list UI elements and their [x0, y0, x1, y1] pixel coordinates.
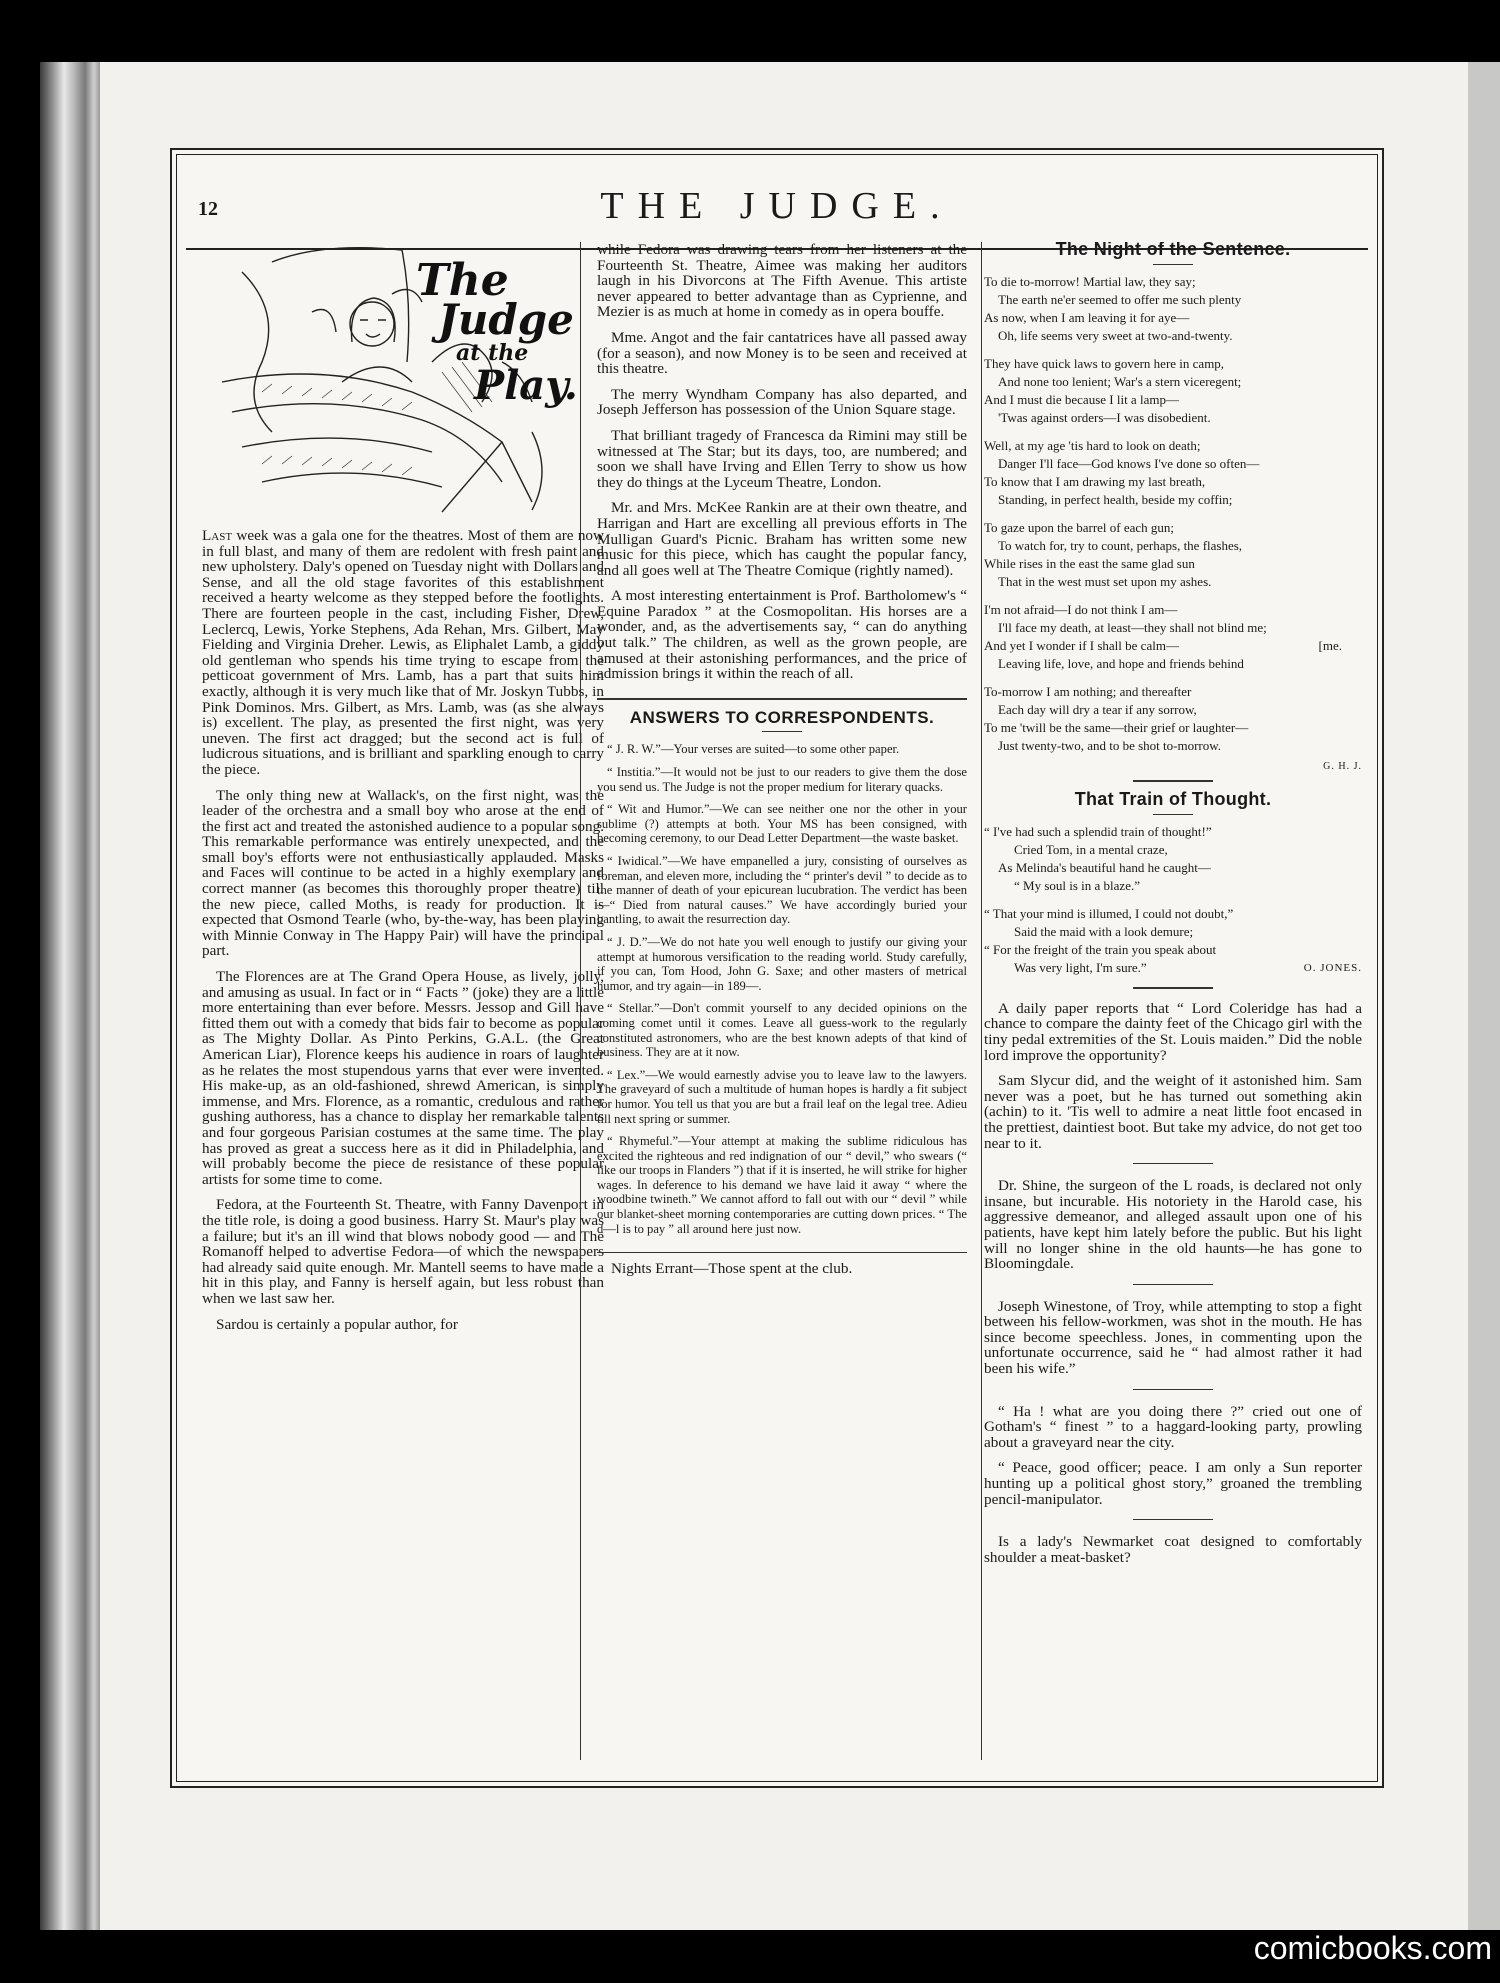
poem-line: And none too lenient; War's a stern viceregent; [998, 373, 1242, 389]
poem-stanza [984, 823, 1362, 895]
poem-line: As Melinda's beautiful hand he caught— [998, 859, 1211, 875]
page-header [172, 170, 1382, 230]
masthead-title: THE JUDGE. [600, 185, 954, 227]
heading-rule [1153, 814, 1193, 815]
poem-line: And I must die because I lit a lamp— [984, 391, 1179, 407]
article-paragraph: The merry Wyndham Company has also departed, and Joseph Jefferson has possession of the Union Square stage. [597, 385, 967, 419]
poem-line: That in the west must set upon my ashes. [998, 573, 1212, 589]
answer-item: “ Wit and Humor.”—We can see neither one nor the other in your sublime (?) attempts at both. Your MS has been consigned, with becoming ceremony, to our Dead Letter Department—the waste basket. [597, 802, 967, 846]
poem-stanza [984, 519, 1362, 591]
section-rule [1133, 1163, 1213, 1164]
poem-stanza [984, 355, 1362, 427]
poem-line: I'm not afraid—I do not think I am— [984, 601, 1178, 617]
poem-bracket: [me. [1318, 637, 1342, 653]
poem-night-of-sentence [984, 273, 1362, 755]
article-paragraph: “ Peace, good officer; peace. I am only a Sun reporter hunting up a political ghost story,” groaned the trembling pencil-manipulator. [984, 1459, 1362, 1508]
article-paragraph: Fedora, at the Fourteenth St. Theatre, with Fanny Davenport in the title role, is doing a good business. Harry St. Maur's play was a failure; but it's an ill wind that blows nobody good — and The Romanoff helped to advertise Fedora—of which the newspapers had already said quite enough. Mr. Mantell seems to have made a hit in this play, and Fanny is herself again, but less robust than when we last saw her. [202, 1196, 604, 1307]
poem-line: I'll face my death, at least—they shall not blind me; [998, 619, 1267, 635]
article-paragraph: Is a lady's Newmarket coat designed to comfortably shoulder a meat-basket? [984, 1533, 1362, 1566]
poem-title: The Night of the Sentence. [1055, 242, 1291, 259]
article-paragraph: “ Ha ! what are you doing there ?” cried out one of Gotham's “ finest ” to a haggard-looking party, prowling about a graveyard near the city. [984, 1402, 1362, 1451]
poem-line: To-morrow I am nothing; and thereafter [984, 683, 1192, 699]
poem-line: To watch for, try to count, perhaps, the flashes, [998, 537, 1243, 553]
section-rule [597, 698, 967, 700]
answer-item: “ Iwidical.”—We have empanelled a jury, consisting of ourselves as foreman, and eleven more, including the “ printer's devil ” to decide as to the manner of death of your epicurean lucubration. The verdict has been—“ Died from natural causes.” We have accordingly buried your bantling, to await the resurrection day. [597, 854, 967, 927]
newspaper-page [170, 148, 1384, 1788]
source-watermark: comicbooks.com [1253, 1930, 1492, 1966]
book-binding [40, 62, 100, 1930]
illustration-title-line: The [416, 255, 509, 306]
column-two [580, 242, 982, 1760]
article-paragraph [202, 528, 604, 778]
paragraph-lead: Last [202, 527, 233, 544]
article-paragraph: Mme. Angot and the fair cantatrices have all passed away (for a season), and now Money is to be seen and received at this theatre. [597, 328, 967, 378]
paragraph-text: week was a gala one for the theatres. Most of them are now in full blast, and many of them are redolent with fresh paint and new upholstery. Daly's opened on Tuesday night with Dollars and Sense, and all the old stage favorites of this establishment received a hearty welcome as they stepped before the footlights. There are fourteen people in the cast, including Fisher, Drew, Leclercq, Lewis, Yorke Stephens, Ada Rehan, Mrs. Gilbert, May Fielding and Virginia Dreher. Lewis, as Eliphalet Lamb, a giddy old gentleman who spends his time trying to escape from the petticoat government of Mrs. Lamb, has a part that suits him exactly, although it is very much like that of Mr. Joskyn Tubbs, in Pink Dominos. Mrs. Gilbert, as Mrs. Lamb, was (as she always is) excellent. The play, as presented the first night, was very uneven. The first act dragged; but the second act is full of ludicrous situations, and is brilliant and sparkling enough to carry the piece. [202, 527, 604, 778]
answers-heading: ANSWERS TO CORRESPONDENTS. [629, 707, 935, 727]
article-paragraph: A daily paper reports that “ Lord Coleridge has had a chance to compare the dainty feet of the Chicago girl with the tiny pedal extremities of the St. Louis maiden.” Did the noble lord improve the opportunity? [984, 999, 1362, 1064]
answer-item: “ Stellar.”—Don't commit yourself to any decided opinions on the coming comet until it comes. Leave all guess-work to the regularly constituted astronomers, who are the best known adepts of that kind of business. They are at it now. [597, 1001, 967, 1060]
poem-line [984, 637, 1362, 655]
poem-line: “ For the freight of the train you speak about [984, 941, 1217, 957]
poem-stanza [984, 905, 1362, 977]
poem-line: They have quick laws to govern here in camp, [984, 355, 1225, 371]
poem-stanza [984, 683, 1362, 755]
poem-line: Oh, life seems very sweet at two-and-twenty. [998, 327, 1233, 343]
poem-line: Danger I'll face—God knows I've done so often— [998, 455, 1260, 471]
section-rule [1133, 1389, 1213, 1390]
illustration-title-line: Judge [438, 295, 574, 344]
section-rule [1133, 1519, 1213, 1520]
poem-title: That Train of Thought. [1074, 789, 1272, 810]
poem-train-of-thought [984, 823, 1362, 977]
poem-line: “ I've had such a splendid train of thought!” [984, 823, 1212, 839]
column-three [984, 242, 1362, 1760]
poem-line: Standing, in perfect health, beside my coffin; [998, 491, 1233, 507]
heading-rule [1153, 264, 1193, 265]
page-number: 12 [198, 198, 218, 220]
answer-item: “ J. R. W.”—Your verses are suited—to some other paper. [607, 742, 900, 757]
poem-line: As now, when I am leaving it for aye— [984, 309, 1190, 325]
answers-list [597, 742, 967, 1236]
poem-line: The earth ne'er seemed to offer me such plenty [998, 291, 1242, 307]
poem-line: To know that I am drawing my last breath, [984, 473, 1206, 489]
answer-item: “ Lex.”—We would earnestly advise you to leave law to the lawyers. The graveyard of such a multitude of human hopes is hardly a fit subject for humor. You tell us that you are but a frail leaf on the legal tree. Adieu till next spring or summer. [597, 1067, 967, 1126]
poem-line: 'Twas against orders—I was disobedient. [998, 409, 1211, 425]
article-paragraph: That brilliant tragedy of Francesca da Rimini may still be witnessed at The Star; but its days, too, are numbered; and soon we shall have Irving and Ellen Terry to show us how they do things at the Lyceum Theatre, London. [597, 426, 967, 491]
section-rule [1133, 1284, 1213, 1285]
section-rule [1133, 780, 1213, 782]
next-page-edge [1468, 62, 1500, 1930]
article-paragraph: while Fedora was drawing tears from her listeners at the Fourteenth St. Theatre, Aimee was making her auditors laugh in his Divorcons at The Fifth Avenue. This artiste never appeared to better advantage than as Cyprienne, and Mezier is as much at home in comedy as in opera bouffe. [597, 242, 967, 321]
illustration-title [416, 255, 578, 409]
poem-stanza [984, 437, 1362, 509]
article-paragraph: A most interesting entertainment is Prof. Bartholomew's “ Equine Paradox ” at the Cosmopolitan. His horses are a wonder, and, as the advertisements say, “ can do anything but talk.” The children, as well as the grown people, are amused at their astonishing performances, and the price of admission brings it within the reach of all. [597, 587, 967, 683]
article-paragraph: The Florences are at The Grand Opera House, as lively, jolly, and amusing as usual. In fact or in “ Facts ” (joke) they are a little more entertaining than ever before. Messrs. Jessop and Gill have fitted them out with a comedy that bids fair to become as popular as The Mighty Dollar. As Pinto Perkins, G.A.L. (the Great American Liar), Florence keeps his audience in roars of laughter as he relates the most stupendous yarns that ever were invented. His make-up, as an old-fashioned, shrewd American, is simply immense, and Mrs. Florence, as a romantic, credulous and rather gushing authoress, has a chance to display her remarkable talents and four gorgeous Parisian costumes at the same time. The play has proved as great a success here as it did in Philadelphia, and will probably become the piece de resistance of these popular artists for some time to come. [202, 968, 604, 1188]
poem-line: Well, at my age 'tis hard to look on death; [984, 437, 1201, 453]
poem-stanza [984, 273, 1362, 345]
column-one [202, 242, 604, 1760]
poem-line: Just twenty-two, and to be shot to-morrow. [998, 737, 1222, 753]
poem-line: “ That your mind is illumed, I could not doubt,” [984, 905, 1234, 921]
poem-line: To gaze upon the barrel of each gun; [984, 519, 1175, 535]
poem-line: While rises in the east the same glad sun [984, 555, 1195, 571]
heading-rule [762, 731, 802, 732]
poem-line-text: Was very light, I'm sure.” [1014, 959, 1147, 975]
illustration-title-line: Play. [474, 362, 578, 409]
section-rule [1133, 987, 1213, 989]
poem-stanza [984, 601, 1362, 673]
poem-line: Said the maid with a look demure; [1014, 923, 1194, 939]
article-paragraph: The only thing new at Wallack's, on the first night, was the leader of the orchestra and a small boy who arose at the end of the first act and treated the astonished audience to a popular song. This remarkable performance was entirely unexpected, and the small boy's efforts were not enthusiastically applauded. Masks and Faces will continue to be acted in a highly exemplary and correct manner (as becomes this thoroughly proper theatre) till the new piece, called Moths, is ready for production. It is expected that Osmond Tearle (who, by-the-way, has been playing with Minnie Conway in The Happy Pair) will have the principal part. [202, 786, 604, 960]
answer-item: “ Rhymeful.”—Your attempt at making the sublime ridiculous has excited the righteous and red indignation of our “ devil,” who swears (“ like our troops in Flanders ”) that if it is inserted, he will strike for higher wages. In deference to his demand we have laid it away “ where the woodbine twineth.” We cannot afford to fall out with our “ devil ” while our blanket-sheet morning contemporaries are cutting down prices. “ The d—l is to pay ” all around here just now. [597, 1134, 967, 1236]
closing-item: Nights Errant—Those spent at the club. [611, 1260, 853, 1278]
poem-line: To me 'twill be the same—their grief or laughter— [984, 719, 1249, 735]
poem-line: Each day will dry a tear if any sorrow, [998, 701, 1197, 717]
poem-signature: O. JONES. [1303, 961, 1362, 974]
poem-line: To die to-morrow! Martial law, they say; [984, 273, 1196, 289]
article-paragraph: Joseph Winestone, of Troy, while attempting to stop a fight between his fellow-workmen, was shot in the mouth. He has since become speechless. Jones, in commenting upon the unfortunate occurrence, said he “ had almost rather it had been his wife.” [984, 1297, 1362, 1378]
judge-at-play-illustration [202, 242, 604, 514]
poem-line-text: And yet I wonder if I shall be calm— [984, 637, 1179, 653]
article-paragraph: Sam Slycur did, and the weight of it astonished him. Sam never was a poet, but he has turned out something akin (achin) to it. 'Tis well to admire a neat little foot encased in the prettiest, daintiest boot. But take my advice, do not get too near to it. [984, 1072, 1362, 1152]
poem-line: Leaving life, love, and hope and friends behind [998, 655, 1244, 671]
illustration-title-line: at the [456, 340, 529, 366]
article-paragraph: Sardou is certainly a popular author, for [216, 1315, 458, 1333]
poem-line: “ My soul is in a blaze.” [1014, 877, 1140, 893]
poem-line: Cried Tom, in a mental craze, [1014, 841, 1168, 857]
poem-line [984, 959, 1362, 977]
section-rule [597, 1252, 967, 1253]
answer-item: “ J. D.”—We do not hate you well enough to justify our giving your attempt at humorous versification to the reading world. Study carefully, if you can, Tom Hood, John G. Saxe; and other masters of metrical humor, and try again—in 189—. [597, 934, 967, 993]
article-paragraph: Mr. and Mrs. McKee Rankin are at their own theatre, and Harrigan and Hart are excelling all previous efforts in The Mulligan Guard's Picnic. Braham has written some new music for this piece, which has caught the popular fancy, and all goes well at The Theatre Comique (rightly named). [597, 499, 967, 579]
answer-item: “ Institia.”—It would not be just to our readers to give them the dose you send us. The Judge is not the proper medium for literary quacks. [597, 765, 967, 794]
poem-signature: G. H. J. [1323, 760, 1362, 772]
article-paragraph: Dr. Shine, the surgeon of the L roads, is declared not only insane, but incurable. His notoriety in the Harold case, his aggressive demeanor, and alleged assault upon one of his patients, have kept him lately before the public. But his light will no longer shine in the old haunts—he has gone to Bloomingdale. [984, 1177, 1362, 1273]
